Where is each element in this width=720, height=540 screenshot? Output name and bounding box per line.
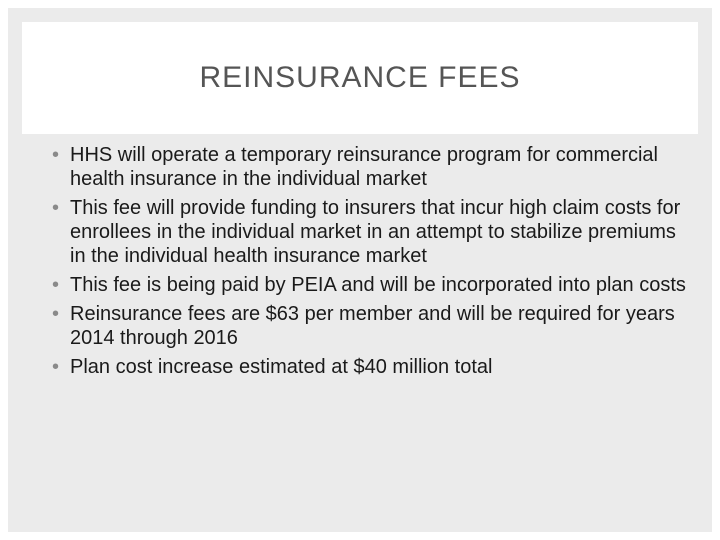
bullet-text: Reinsurance fees are $63 per member and will be required for years 2014 through 2016 — [70, 303, 675, 349]
bullet-item — [52, 302, 692, 350]
bullet-item — [52, 273, 692, 297]
bullet-item — [52, 196, 692, 268]
title-box — [22, 22, 698, 134]
bullet-marker: • — [52, 197, 60, 219]
bullet-list — [52, 143, 692, 384]
bullet-marker: • — [52, 356, 60, 378]
bullet-text: This fee is being paid by PEIA and will be incorporated into plan costs — [70, 274, 686, 296]
bullet-marker: • — [52, 144, 60, 166]
bullet-text: This fee will provide funding to insurers that incur high claim costs for enrollees in the individual market in an attempt to stabilize premiums in the individual health insurance market — [70, 197, 681, 267]
bullet-text: HHS will operate a temporary reinsurance program for commercial health insurance in the individual market — [70, 144, 658, 190]
slide — [8, 8, 712, 532]
slide-title: REINSURANCE FEES — [199, 61, 521, 94]
bullet-marker: • — [52, 274, 60, 296]
bullet-text: Plan cost increase estimated at $40 million total — [70, 356, 493, 378]
bullet-marker: • — [52, 303, 60, 325]
bullet-item — [52, 143, 692, 191]
bullet-item — [52, 355, 692, 379]
